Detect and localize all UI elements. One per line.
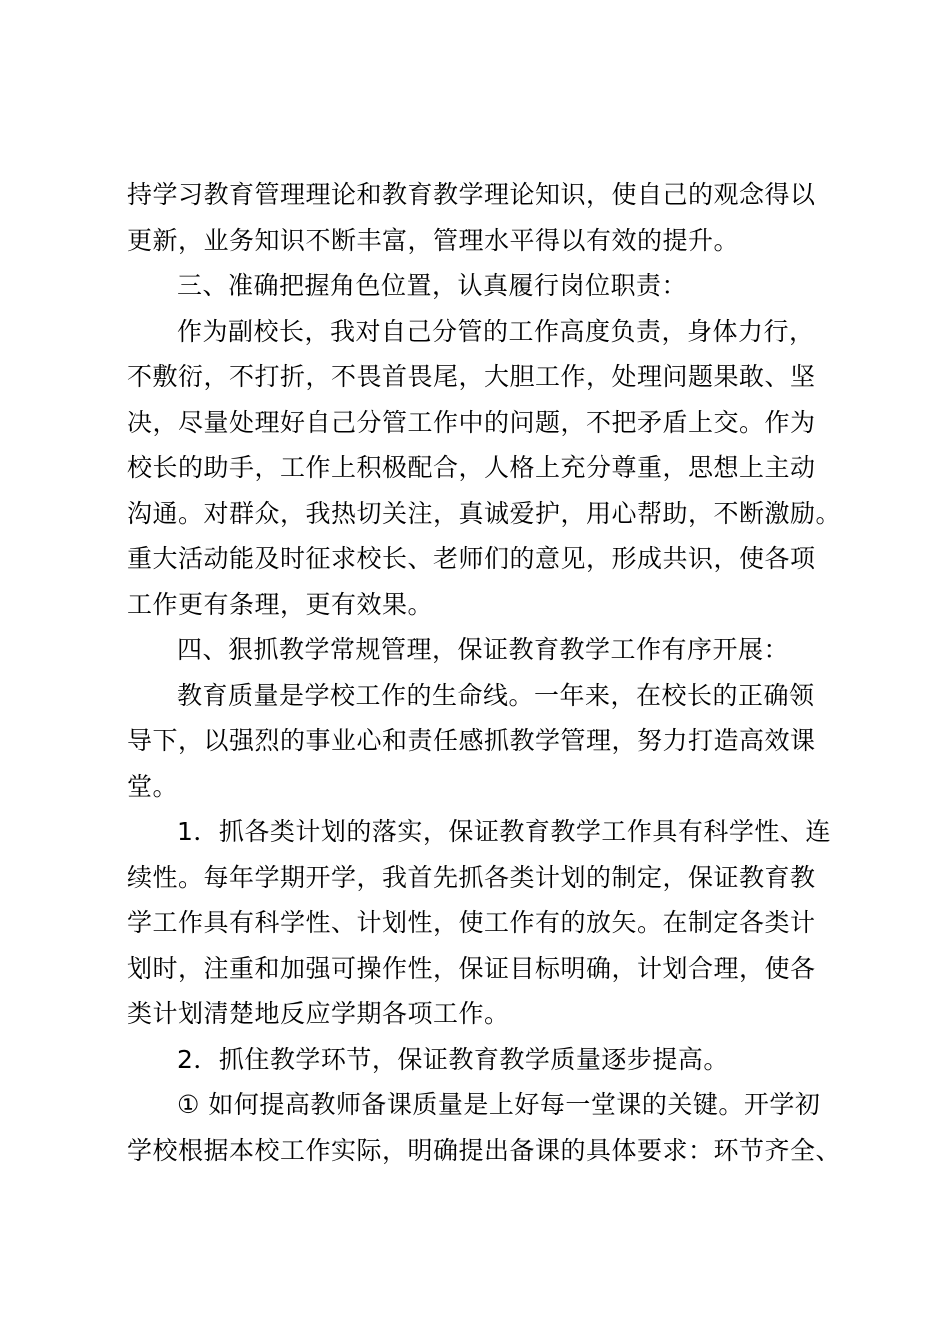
body-text: [127, 172, 847, 1173]
text-line: 工作更有条理，更有效果。: [127, 589, 434, 619]
text-line: 校长的助手，工作上积极配合，人格上充分尊重，思想上主动: [127, 453, 816, 482]
text-line: 学校根据本校工作实际，明确提出备课的具体要求：环节齐全、: [127, 1135, 842, 1165]
text-line: 不敷衍，不打折，不畏首畏尾，大胆工作，处理问题果敢、坚: [127, 362, 816, 391]
text-line: 更新，业务知识不断丰富，管理水平得以有效的提升。: [127, 225, 740, 255]
text-line: 重大活动能及时征求校长、老师们的意见，形成共识，使各项: [127, 544, 816, 573]
text-line: 划时，注重和加强可操作性，保证目标明确，计划合理，使各: [127, 953, 816, 983]
text-line: 类计划清楚地反应学期各项工作。: [127, 999, 510, 1028]
text-line: 堂。: [127, 771, 179, 801]
text-line: 持学习教育管理理论和教育教学理论知识，使自己的观念得以: [127, 180, 816, 209]
section-heading: 三、准确把握角色位置，认真履行岗位职责：: [177, 271, 688, 300]
text-line: 决，尽量处理好自己分管工作中的问题，不把矛盾上交。作为: [127, 407, 816, 437]
numbered-item: 1．抓各类计划的落实，保证教育教学工作具有科学性、连: [177, 817, 831, 846]
section-heading: 四、狠抓教学常规管理，保证教育教学工作有序开展：: [177, 635, 790, 664]
text-line: 学工作具有科学性、计划性，使工作有的放矢。在制定各类计: [127, 908, 816, 937]
text-line: 导下，以强烈的事业心和责任感抓教学管理，努力打造高效课: [127, 726, 816, 755]
text-line: 沟通。对群众，我热切关注，真诚爱护，用心帮助，不断激励。: [127, 498, 842, 528]
numbered-item: 2．抓住教学环节，保证教育教学质量逐步提高。: [177, 1044, 729, 1074]
numbered-item: ① 如何提高教师备课质量是上好每一堂课的关键。开学初: [177, 1090, 821, 1119]
text-line: 教育质量是学校工作的生命线。一年来，在校长的正确领: [177, 680, 815, 710]
text-line: 作为副校长，我对自己分管的工作高度负责，身体力行，: [177, 316, 815, 346]
text-line: 续性。每年学期开学，我首先抓各类计划的制定，保证教育教: [127, 862, 816, 892]
